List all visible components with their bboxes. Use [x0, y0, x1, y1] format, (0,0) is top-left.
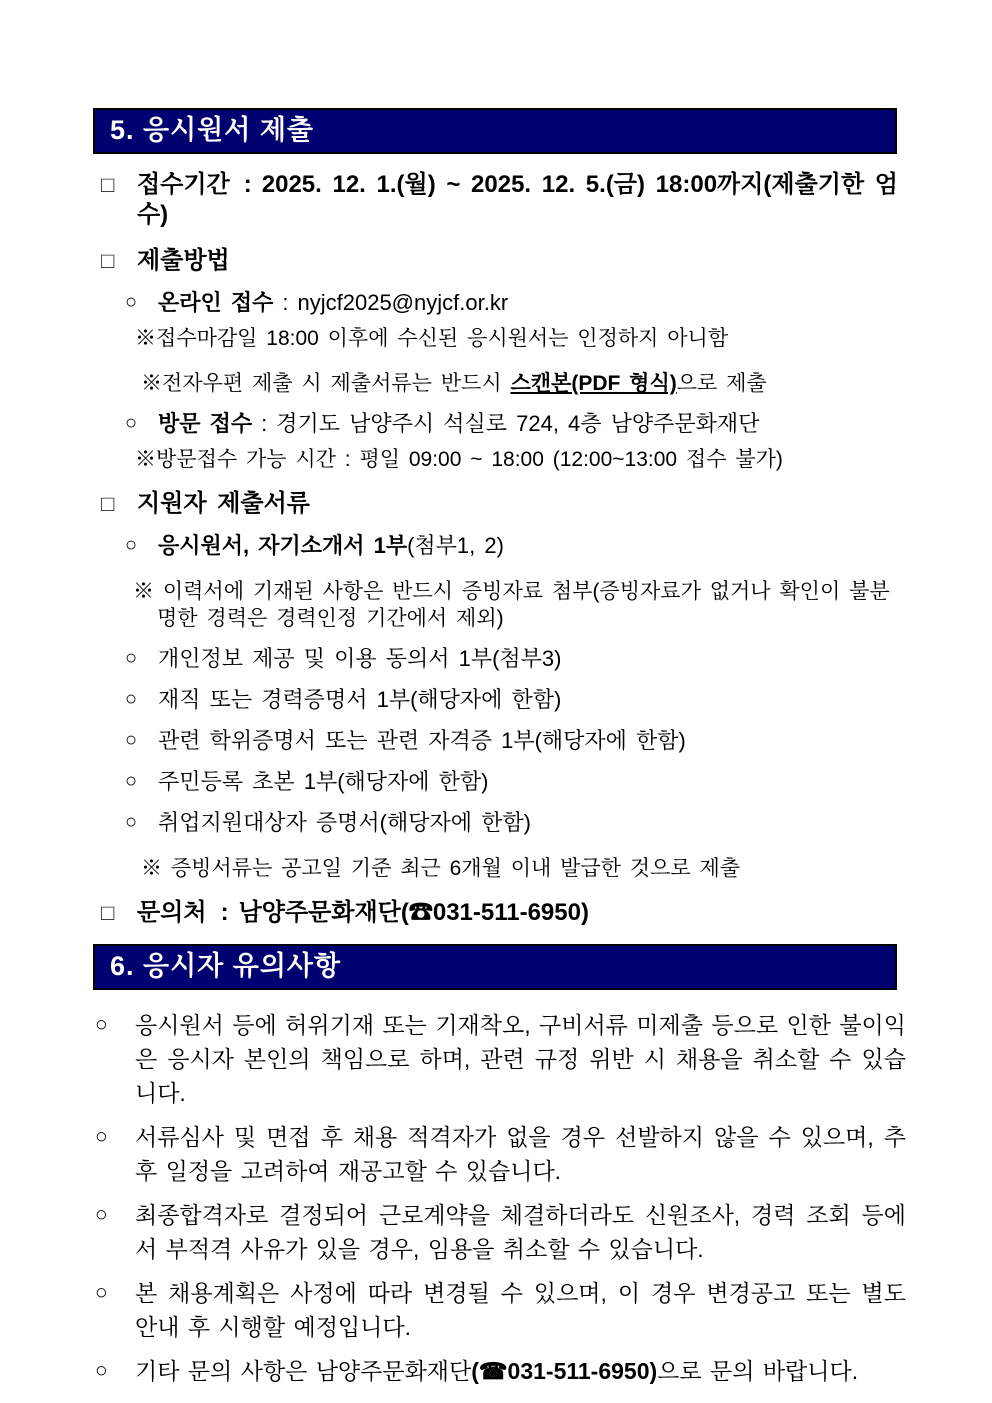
online-deadline-note: ※접수마감일 18:00 이후에 수신된 응시원서는 인정하지 아니함	[135, 327, 729, 350]
section6-header	[93, 944, 897, 990]
circle-bullet-icon: ○	[95, 1203, 108, 1226]
notice-inquiry-prefix: 기타 문의 사항은 남양주문화재단	[135, 1358, 472, 1384]
circle-bullet-icon: ○	[95, 1125, 108, 1148]
email-format-note	[141, 370, 906, 397]
document-item-application-text	[158, 531, 504, 560]
document-item-resident-register	[125, 767, 906, 796]
visit-submission-text	[158, 409, 759, 438]
notice-inquiry-phone: (☎031-511-6950)	[471, 1358, 658, 1384]
section6-title: 6. 응시자 유의사항	[110, 951, 342, 981]
notice-text: 본 채용계획은 사정에 따라 변경될 수 있으며, 이 경우 변경공고 또는 별도 안내 후 시행할 예정입니다.	[135, 1280, 906, 1340]
section5-title: 5. 응시원서 제출	[110, 115, 315, 145]
notice-background-check	[95, 1198, 906, 1266]
reception-period-value: 2025. 12. 1.(월) ~ 2025. 12. 5.(금) 18:00까지(제출기한 엄수)	[137, 171, 898, 228]
contact-value: 남양주문화재단(☎031-511-6950)	[238, 899, 589, 926]
circle-bullet-icon: ○	[125, 534, 138, 556]
document-item-privacy-consent	[125, 644, 906, 673]
document-item-text: 관련 학위증명서 또는 관련 자격증 1부(해당자에 한함)	[158, 728, 686, 753]
circle-bullet-icon: ○	[95, 1359, 108, 1382]
document-item-career-certificate	[125, 685, 906, 714]
circle-bullet-icon: ○	[125, 291, 138, 313]
application-form-attachment: (첨부1, 2)	[407, 533, 504, 558]
colon-separator: :	[282, 290, 289, 315]
notice-text	[135, 1354, 906, 1388]
colon-separator: :	[243, 171, 252, 198]
square-bullet-icon: □	[101, 248, 115, 273]
notice-false-statement	[95, 1008, 906, 1110]
submission-method-label: 제출방법	[137, 247, 230, 274]
circle-bullet-icon: ○	[125, 647, 138, 669]
visit-submission-label: 방문 접수	[158, 411, 253, 436]
online-submission-text	[158, 288, 508, 317]
document-item-text: 재직 또는 경력증명서 1부(해당자에 한함)	[158, 687, 562, 712]
document-item-application	[125, 531, 906, 560]
notice-other-inquiries	[95, 1354, 906, 1388]
online-submission-row	[125, 288, 906, 317]
circle-bullet-icon: ○	[125, 770, 138, 792]
square-bullet-icon: □	[101, 172, 115, 197]
submission-method-row	[101, 246, 906, 276]
section5-header	[93, 108, 897, 154]
documents-row	[101, 489, 906, 519]
contact-label: 문의처	[137, 899, 207, 926]
evidence-validity-note: ※ 증빙서류는 공고일 기준 최근 6개월 이내 발급한 것으로 제출	[141, 857, 741, 880]
square-bullet-icon: □	[101, 900, 115, 925]
notice-inquiry-suffix: 으로 문의 바랍니다.	[657, 1358, 859, 1384]
reception-period-text	[137, 170, 906, 230]
square-bullet-icon: □	[101, 491, 115, 516]
email-format-note-suffix: 으로 제출	[676, 372, 767, 395]
document-item-text: 취업지원대상자 증명서(해당자에 한함)	[158, 810, 531, 835]
circle-bullet-icon: ○	[95, 1281, 108, 1304]
visit-submission-row	[125, 409, 906, 438]
circle-bullet-icon: ○	[125, 729, 138, 751]
online-submission-email: nyjcf2025@nyjcf.or.kr	[297, 290, 509, 315]
reception-period-label: 접수기간	[137, 171, 230, 198]
notice-plan-change	[95, 1276, 906, 1344]
document-item-degree-license	[125, 726, 906, 755]
contact-row	[101, 898, 906, 928]
colon-separator: :	[261, 411, 268, 436]
visit-submission-address: 경기도 남양주시 석실로 724, 4층 남양주문화재단	[276, 411, 760, 436]
circle-bullet-icon: ○	[125, 412, 138, 434]
circle-bullet-icon: ○	[125, 811, 138, 833]
document-item-employment-support	[125, 808, 906, 837]
notice-text: 최종합격자로 결정되어 근로계약을 체결하더라도 신원조사, 경력 조회 등에서 부적격 사유가 있을 경우, 임용을 취소할 수 있습니다.	[135, 1202, 906, 1262]
notice-text: 서류심사 및 면접 후 채용 적격자가 없을 경우 선발하지 않을 수 있으며, 추후 일정을 고려하여 재공고할 수 있습니다.	[135, 1124, 906, 1184]
colon-separator: :	[220, 899, 229, 926]
circle-bullet-icon: ○	[125, 688, 138, 710]
reception-period-row	[101, 170, 906, 230]
email-format-note-emphasis: 스캔본(PDF 형식)	[510, 372, 677, 395]
circle-bullet-icon: ○	[95, 1013, 108, 1036]
application-form-label: 응시원서, 자기소개서 1부	[158, 533, 408, 558]
document-item-text: 주민등록 초본 1부(해당자에 한함)	[158, 769, 489, 794]
document-item-text: 개인정보 제공 및 이용 동의서 1부(첨부3)	[158, 646, 562, 671]
notice-text: 응시원서 등에 허위기재 또는 기재착오, 구비서류 미제출 등으로 인한 불이익은 응시자 본인의 책임으로 하며, 관련 규정 위반 시 채용을 취소할 수 있습니다.	[135, 1012, 906, 1106]
notice-no-suitable-candidate	[95, 1120, 906, 1188]
online-submission-label: 온라인 접수	[158, 290, 274, 315]
documents-label: 지원자 제출서류	[137, 490, 310, 517]
contact-text	[137, 898, 589, 928]
email-format-note-prefix: ※전자우편 제출 시 제출서류는 반드시	[141, 372, 511, 395]
resume-evidence-note: ※ 이력서에 기재된 사항은 반드시 증빙자료 첨부(증빙자료가 없거나 확인이 불분명한 경력은 경력인정 기간에서 제외)	[133, 580, 890, 630]
visit-hours-note: ※방문접수 가능 시간 : 평일 09:00 ~ 18:00 (12:00~13:00 접수 불가)	[135, 448, 783, 471]
